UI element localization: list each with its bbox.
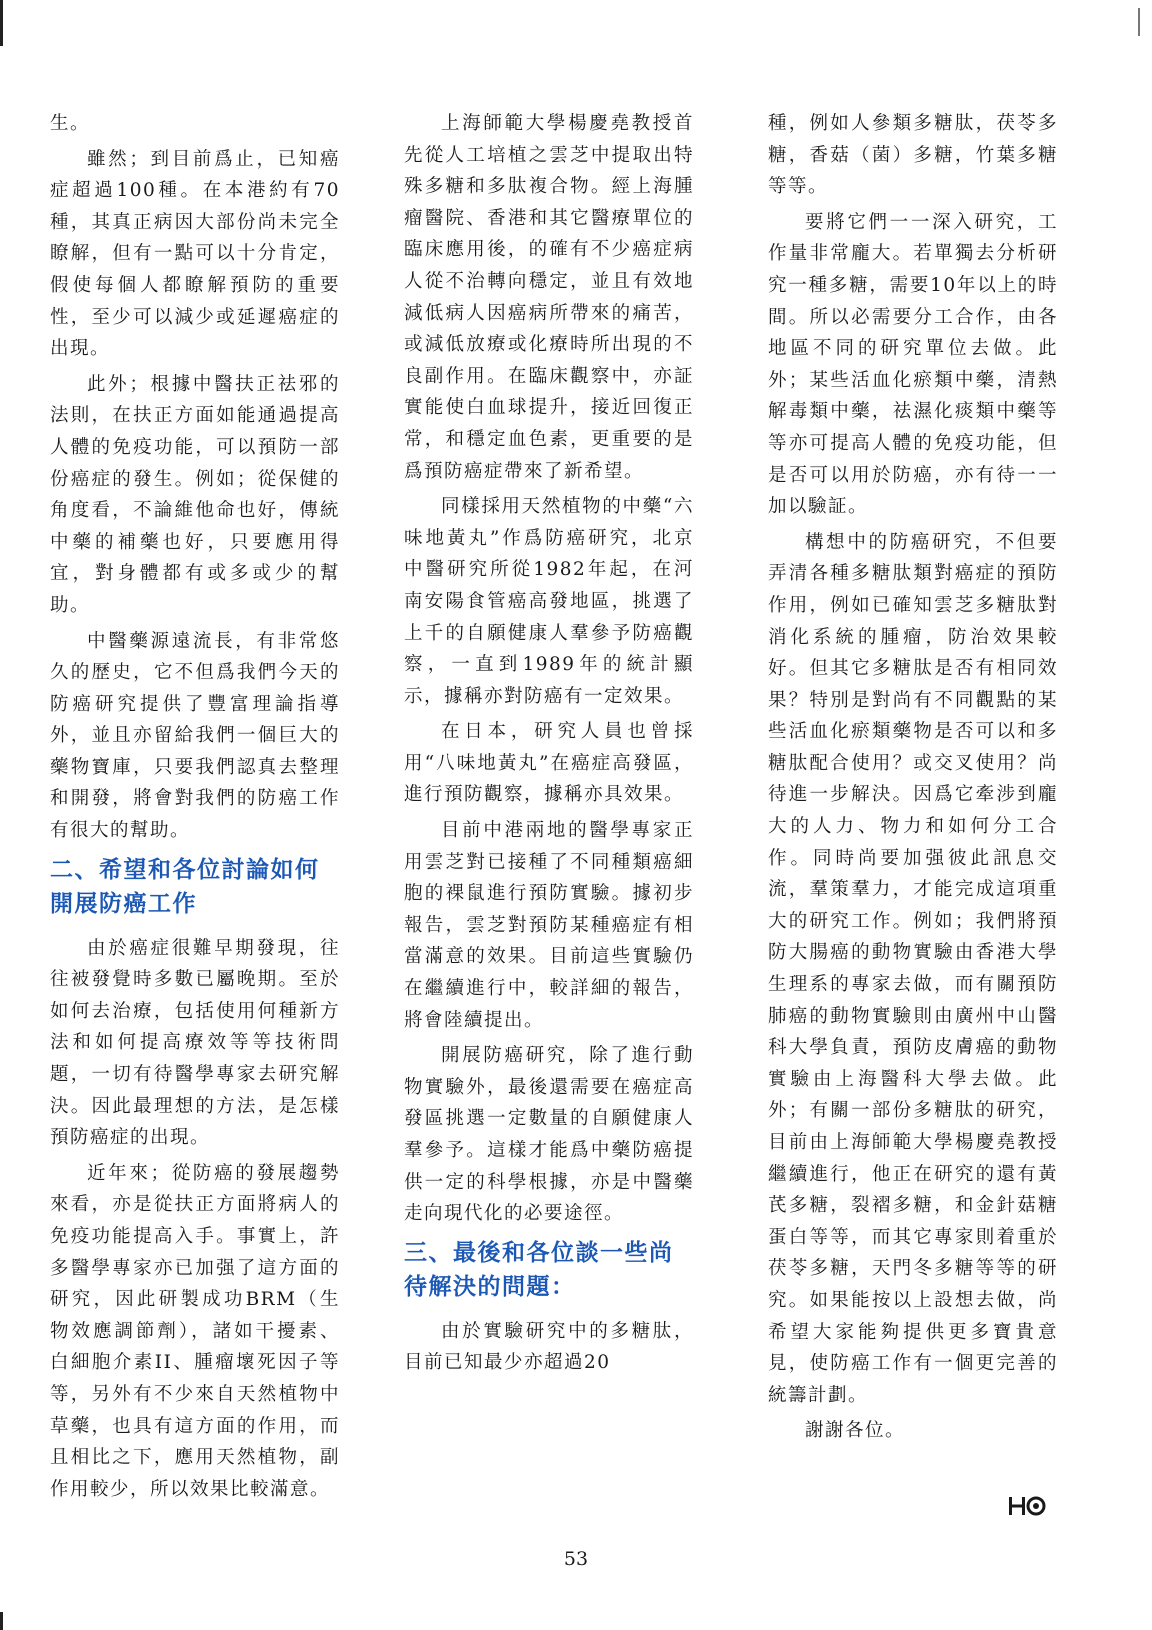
scan-edge-mark bbox=[0, 0, 3, 46]
text-column-1 bbox=[50, 108, 340, 1509]
paragraph: 構想中的防癌研究，不但要弄清各種多糖肽類對癌症的預防作用，例如已確知雲芝多糖肽對消化系統的腫瘤，防治效果較好。但其它多糖肽是否有相同效果？特別是對尚有不同觀點的某些活血化瘀類藥物是否可以和多糖肽配合使用？或交叉使用？尚待進一步解決。因爲它牽涉到龐大的人力、物力和如何分工合作。同時尚要加强彼此訊息交流，羣策羣力，才能完成這項重大的研究工作。例如；我們將預防大腸癌的動物實驗由香港大學生理系的專家去做，而有關預防肺癌的動物實驗則由廣州中山醫科大學負責，預防皮膚癌的動物實驗由上海醫科大學去做。此外；有關一部份多糖肽的研究，目前由上海師範大學楊慶堯教授繼續進行，他正在研究的還有黃芪多糖，裂褶多糖，和金針菇糖蛋白等等，而其它專家則着重於茯苓多糖，天門冬多糖等等的研究。如果能按以上設想去做，尚希望大家能夠提供更多寶貴意見，使防癌工作有一個更完善的統籌計劃。 bbox=[768, 531, 1058, 1406]
text-column-3 bbox=[768, 108, 1058, 1451]
paragraph: 中醫藥源遠流長，有非常悠久的歷史，它不但爲我們今天的防癌研究提供了豐富理論指導外，並且亦留給我們一個巨大的藥物寶庫，只要我們認真去整理和開發，將會對我們的防癌工作有很大的幫助。 bbox=[50, 630, 340, 842]
paragraph: 在日本，研究人員也曾採用“八味地黃丸”在癌症高發區，進行預防觀察，據稱亦具效果。 bbox=[404, 721, 694, 806]
paragraph: 此外；根據中醫扶正祛邪的法則，在扶正方面如能通過提高人體的免疫功能，可以預防一部份癌症的發生。例如；從保健的角度看，不論維他命也好，傳統中藥的補藥也好，只要應用得宜，對身體都有或多或少的幫助。 bbox=[50, 373, 340, 616]
paragraph: 種，例如人參類多糖肽，茯苓多糖，香菇（菌）多糖，竹葉多糖等等。 bbox=[768, 113, 1058, 198]
paragraph: 生。 bbox=[50, 113, 91, 134]
text-column-2 bbox=[404, 108, 694, 1383]
paragraph: 近年來；從防癌的發展趨勢來看，亦是從扶正方面將病人的免疫功能提高入手。事實上，許多醫學專家亦已加强了這方面的研究，因此研製成功BRM（生物效應調節劑），諸如干擾素、白細胞介素II、腫瘤壞死因子等等，另外有不少來自天然植物中草藥，也具有這方面的作用，而且相比之下，應用天然植物，副作用較少，所以效果比較滿意。 bbox=[50, 1162, 340, 1500]
paragraph: 要將它們一一深入研究，工作量非常龐大。若單獨去分析研究一種多糖，需要10年以上的時間。所以必需要分工合作，由各地區不同的研究單位去做。此外；某些活血化瘀類中藥，清熱解毒類中藥，祛濕化痰類中藥等等亦可提高人體的免疫功能，但是否可以用於防癌，亦有待一一加以驗証。 bbox=[768, 211, 1058, 518]
section-heading: 二、希望和各位討論如何開展防癌工作 bbox=[50, 856, 320, 917]
paragraph: 雖然；到目前爲止，已知癌症超過100種。在本港約有70種，其真正病因大部份尚未完全瞭解，但有一點可以十分肯定，假使每個人都瞭解預防的重要性，至少可以減少或延遲癌症的出現。 bbox=[50, 148, 340, 360]
paragraph: 同樣採用天然植物的中藥“六味地黃丸”作爲防癌研究，北京中醫研究所從1982年起，在河南安陽食管癌高發地區，挑選了上千的自願健康人羣參予防癌觀察，一直到1989年的統計顯示，據稱亦對防癌有一定效果。 bbox=[404, 496, 694, 707]
end-mark-logo bbox=[1008, 1495, 1048, 1517]
scan-edge-mark bbox=[0, 1612, 3, 1630]
paragraph: 上海師範大學楊慶堯教授首先從人工培植之雲芝中提取出特殊多糖和多肽複合物。經上海腫瘤醫院、香港和其它醫療單位的臨床應用後，的確有不少癌症病人從不治轉向穩定，並且有效地減低病人因癌病所帶來的痛苦，或減低放療或化療時所出現的不良副作用。在臨床觀察中，亦証實能使白血球提升，接近回復正常，和穩定血色素，更重要的是爲預防癌症帶來了新希望。 bbox=[404, 113, 694, 482]
paragraph: 謝謝各位。 bbox=[805, 1420, 906, 1442]
paragraph: 開展防癌研究，除了進行動物實驗外，最後還需要在癌症高發區挑選一定數量的自願健康人羣參予。這樣才能爲中藥防癌提供一定的科學根據，亦是中醫藥走向現代化的必要途徑。 bbox=[404, 1045, 694, 1225]
page-number: 53 bbox=[563, 1548, 589, 1570]
scan-edge-mark bbox=[1138, 8, 1140, 36]
paragraph: 由於癌症很難早期發現，往往被發覺時多數已屬晚期。至於如何去治療，包括使用何種新方法和如何提高療效等等技術問題，一切有待醫學專家去研究解決。因此最理想的方法，是怎樣預防癌症的出現。 bbox=[50, 937, 340, 1149]
paragraph: 由於實驗研究中的多糖肽，目前已知最少亦超過20 bbox=[404, 1320, 694, 1374]
section-heading: 三、最後和各位談一些尚待解決的問題： bbox=[404, 1239, 674, 1300]
paragraph: 目前中港兩地的醫學專家正用雲芝對已接種了不同種類癌細胞的裸鼠進行預防實驗。據初步報告，雲芝對預防某種癌症有相當滿意的效果。目前這些實驗仍在繼續進行中，較詳細的報告，將會陸續提出。 bbox=[404, 820, 694, 1031]
